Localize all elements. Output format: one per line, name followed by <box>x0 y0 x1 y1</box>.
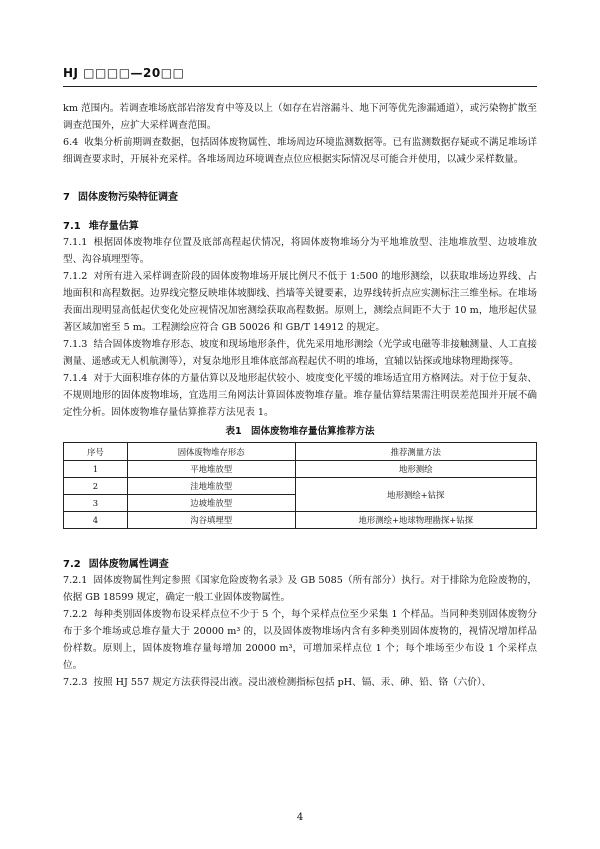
document-body <box>63 100 537 691</box>
clause-number: 7.1.3 <box>63 339 88 350</box>
cell-form: 边坡堆放型 <box>127 495 295 512</box>
paragraph-text: km 范围内。若调查堆场底部岩溶发育中等及以上（如存在岩溶漏斗、地下河等优先渗漏通道），或污染物扩散至调查范围外，应扩大采样调查范围。 <box>63 103 537 131</box>
cell-form: 沟谷填埋型 <box>127 512 295 529</box>
section-title: 固体废物属性调查 <box>88 559 169 570</box>
table-caption: 表1 固体废物堆存量估算推荐方法 <box>225 426 375 437</box>
table-row <box>64 478 537 495</box>
section-title: 堆存量估算 <box>88 221 139 232</box>
cell-method: 地形测绘 <box>295 461 537 478</box>
paragraph-text: 每种类别固体废物布设采样点位不少于 5 个，每个采样点位至少采集 1 个样品。当同种类别固体废物分布于多个堆场或总堆存量大于 20000 m³ 的，以及固体废物堆场内含有多种类别固体废物的，视情况增加样品份样数。原则上，固体废物堆存量每增加 20000 m³，可增加采样点位 1 个；每个堆场至少布设 1 个采样点位。 <box>63 609 537 671</box>
section-number: 7.1 <box>63 221 81 232</box>
cell-method-merged: 地形测绘+钻探 <box>295 478 537 512</box>
column-header-form: 固体废物堆存形态 <box>127 443 295 461</box>
paragraph-6-4 <box>63 134 537 168</box>
paragraph-text: 对于大面积堆存体的方量估算以及地形起伏较小、坡度变化平缓的堆场适宜用方格网法。对于位于复杂、不规则地形的固体废物堆场，宜选用三角网法计算固体废物堆存量。堆存量估算结果需注明误差范围并开展不确定性分析。固体废物堆存量估算推荐方法见表 1。 <box>63 373 537 418</box>
section-7-1-heading <box>63 217 537 232</box>
paragraph-intro <box>63 100 537 134</box>
paragraph-7-2-1 <box>63 572 537 606</box>
cell-number: 4 <box>64 512 128 529</box>
paragraph-text: 对所有进入采样调查阶段的固体废物堆场开展比例尺不低于 1:500 的地形测绘，以获取堆场边界线、占地面积和高程数据。边界线完整反映堆体坡脚线、挡墙等关键要素，边界线转折点应实测标注三维坐标。在堆场表面出现明显高低起伏变化处应视情况加密测绘获取高程数据。原则上，测绘点间距不大于 10 m，地形起伏显著区域加密至 5 m。工程测绘应符合 GB 50026 和 GB/T 14912 的规定。 <box>63 271 537 333</box>
section-title: 固体废物污染特征调查 <box>77 192 178 203</box>
clause-number: 7.2.3 <box>63 677 88 688</box>
paragraph-7-1-4 <box>63 370 537 421</box>
page-number: 4 <box>296 812 304 823</box>
cell-number: 1 <box>64 461 128 478</box>
clause-number: 7.2.2 <box>63 609 88 620</box>
paragraph-7-1-3 <box>63 336 537 370</box>
paragraph-7-1-1 <box>63 234 537 268</box>
paragraph-text: 根据固体废物堆存位置及底部高程起伏情况，将固体废物堆场分为平地堆放型、洼地堆放型、边坡堆放型、沟谷填埋型等。 <box>63 237 537 265</box>
paragraph-text: 固体废物属性判定参照《国家危险废物名录》及 GB 5085（所有部分）执行。对于排除为危险废物的，依据 GB 18599 规定，确定一般工业固体废物属性。 <box>63 575 537 603</box>
paragraph-7-2-3 <box>63 674 537 691</box>
paragraph-text: 收集分析前期调查数据，包括固体废物属性、堆场周边环境监测数据等。已有监测数据存疑或不满足堆场详细调查要求时，开展补充采样。各堆场周边环境调查点位应根据实际情况尽可能合并使用，以减少采样数量。 <box>63 137 537 165</box>
clause-number: 7.1.2 <box>63 271 88 282</box>
clause-number: 7.2.1 <box>63 575 88 586</box>
section-7-2-heading <box>63 555 537 570</box>
paragraph-text: 结合固体废物堆存形态、坡度和现场地形条件，优先采用地形测绘（光学或电磁等非接触测量、人工直接测量、遥感或无人机航测等），对复杂地形且堆体底部高程起伏不明的堆场，宜辅以钻探或地球物理勘探等。 <box>63 339 537 367</box>
section-number: 7 <box>63 192 70 203</box>
header-divider <box>63 86 537 87</box>
cell-method: 地形测绘+地球物理勘探+钻探 <box>295 512 537 529</box>
paragraph-7-1-2 <box>63 268 537 336</box>
cell-form: 平地堆放型 <box>127 461 295 478</box>
table-header-row <box>64 443 537 461</box>
paragraph-7-2-2 <box>63 606 537 674</box>
clause-number: 7.1.1 <box>63 237 88 248</box>
section-7-heading <box>63 188 537 203</box>
column-header-number: 序号 <box>64 443 128 461</box>
table-row <box>64 512 537 529</box>
section-number: 7.2 <box>63 559 81 570</box>
column-header-method: 推荐测量方法 <box>295 443 537 461</box>
table-row <box>64 461 537 478</box>
cell-number: 3 <box>64 495 128 512</box>
clause-number: 6.4 <box>63 137 79 148</box>
cell-form: 洼地堆放型 <box>127 478 295 495</box>
paragraph-text: 按照 HJ 557 规定方法获得浸出液。浸出液检测指标包括 pH、镉、汞、砷、铅、铬（六价）、 <box>93 677 492 688</box>
storage-estimation-table <box>63 442 537 529</box>
clause-number: 7.1.4 <box>63 373 88 384</box>
cell-number: 2 <box>64 478 128 495</box>
standard-code-header: HJ □□□□—20□□ <box>63 66 185 80</box>
